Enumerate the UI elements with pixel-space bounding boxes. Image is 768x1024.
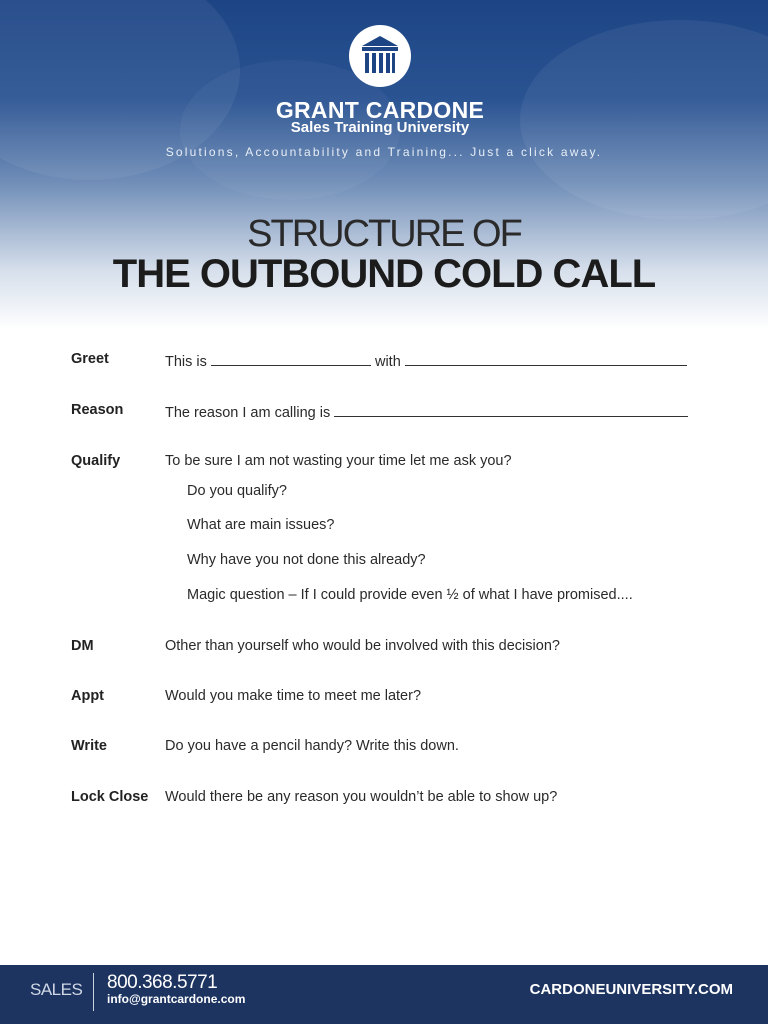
qualify-question: Why have you not done this already? [187,552,426,568]
reason-text: The reason I am calling is [165,405,331,421]
step-text: Would you make time to meet me later? [165,688,422,704]
sales-label: SALES [30,980,83,999]
title-line-1: STRUCTURE OF [247,213,521,255]
footer-divider [93,973,94,1011]
company-blank-line[interactable] [405,351,687,366]
step-label: Qualify [71,453,121,469]
building-columns-icon [348,24,412,88]
greet-text-a: This is [165,354,207,370]
step-label: DM [71,638,94,654]
qualify-question: Do you qualify? [187,483,287,499]
reason-blank-line[interactable] [334,402,688,417]
footer-bar [0,965,768,1024]
step-label: Greet [71,351,109,367]
name-blank-line[interactable] [211,351,371,366]
phone-number[interactable]: 800.368.5771 [107,972,218,993]
step-label: Write [71,738,107,754]
step-text: Would there be any reason you wouldn’t be able to show up? [165,789,558,805]
brand-subtitle: Sales Training University [290,119,470,136]
greet-text-b: with [374,354,401,370]
qualify-question: What are main issues? [187,517,335,533]
step-text: Other than yourself who would be involved with this decision? [165,638,560,654]
step-label: Appt [71,688,105,704]
step-label: Reason [71,402,124,418]
step-label: Lock Close [71,789,149,805]
step-text [165,351,687,370]
brand-name: GRANT CARDONE [275,97,485,123]
step-text [165,402,688,421]
title-line-2: THE OUTBOUND COLD CALL [112,252,656,296]
step-text: To be sure I am not wasting your time let me ask you? [165,453,512,469]
qualify-question: Magic question – If I could provide even ½ of what I have promised.... [187,587,633,603]
tagline: Solutions, Accountability and Training... Just a click away. [165,145,603,159]
email-link[interactable]: info@grantcardone.com [107,992,246,1006]
website-link[interactable]: CARDONEUNIVERSITY.COM [529,981,733,998]
step-text: Do you have a pencil handy? Write this down. [165,738,459,754]
